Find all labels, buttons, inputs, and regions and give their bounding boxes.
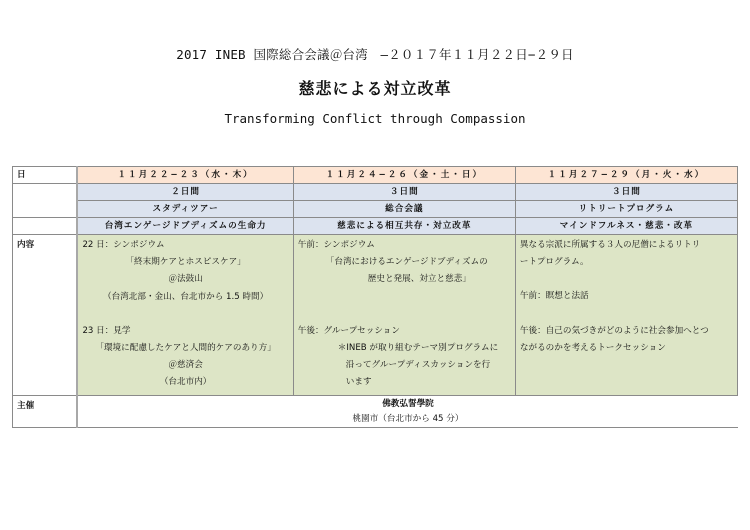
theme-cell-2: 慈悲による相互共存・対立改革 <box>293 218 515 235</box>
duration-cell-2: ３日間 <box>293 184 515 201</box>
row-label-empty-2 <box>13 218 78 235</box>
content-line: （台湾北部・金山、台北市から 1.5 時間） <box>102 291 269 302</box>
content-line: 23 日：見学 <box>82 325 131 336</box>
host-cell <box>77 396 737 428</box>
type-cell-2: 総合会議 <box>293 201 515 218</box>
content-line: 沿ってグループディスカッションを行 <box>345 360 491 371</box>
type-row <box>13 201 738 218</box>
content-line: （台北市内） <box>159 377 212 388</box>
date-cell-1: １１月２２−２３（水・木） <box>77 167 293 184</box>
content-spacer <box>298 306 511 323</box>
content-line: ＠慈済会 <box>168 360 203 371</box>
host-row <box>13 396 738 428</box>
content-line: 歴史と発展、対立と慈悲」 <box>367 274 471 285</box>
content-line: ながるのかを考えるトークセッション <box>519 342 666 353</box>
content-spacer <box>82 306 288 323</box>
content-line: 「環境に配慮したケアと人間的ケアのあり方」 <box>95 343 276 354</box>
row-label-empty <box>13 184 78 218</box>
theme-row <box>13 218 738 235</box>
document-subtitle-english: Transforming Conflict through Compassion <box>224 111 526 126</box>
content-line: 午前：シンポジウム <box>297 240 375 250</box>
duration-row <box>13 184 738 201</box>
content-spacer <box>520 306 733 323</box>
content-line: ＊INEB が取り組むテーマ別プログラムに <box>337 342 499 353</box>
date-row <box>13 167 738 184</box>
content-line: 午後：自己の気づきがどのように社会参加へとつ <box>519 325 709 336</box>
document-header-event: 2017 INEB 国際総合会議＠台湾 —２０１７年１１月２２日−２９日 <box>176 47 574 62</box>
content-row <box>13 235 738 396</box>
content-cell-2 <box>293 235 515 396</box>
date-cell-3: １１月２７−２９（月・火・水） <box>515 167 737 184</box>
content-spacer <box>298 289 511 306</box>
row-label-date: 日 <box>13 167 78 184</box>
row-label-content: 内容 <box>13 235 78 396</box>
content-line: 22 日：シンポジウム <box>82 240 165 250</box>
theme-cell-3: マインドフルネス・慈悲・改革 <box>515 218 737 235</box>
content-line: 「終末期ケアとホスピスケア」 <box>125 257 246 268</box>
date-cell-2: １１月２４−２６（金・土・日） <box>293 167 515 184</box>
schedule-table <box>12 166 738 428</box>
content-cell-3 <box>515 235 737 396</box>
document-title: 慈悲による対立改革 <box>298 79 452 98</box>
content-line: います <box>345 377 372 388</box>
type-cell-1: スタディツアー <box>77 201 293 218</box>
content-line: ＠法鼓山 <box>168 274 203 285</box>
content-spacer <box>520 271 733 288</box>
row-label-host: 主催 <box>13 396 78 428</box>
host-location: 桃園市（台北市から 45 分） <box>352 413 464 424</box>
content-line: 午後：グループセッション <box>297 325 400 336</box>
content-line: ートプログラム。 <box>519 257 589 268</box>
content-line: 「台湾におけるエンゲージドブディズムの <box>325 257 488 268</box>
type-cell-3: リトリートプログラム <box>515 201 737 218</box>
content-cell-1 <box>77 235 293 396</box>
content-line: 異なる宗派に所属する３人の尼僧によるリトリ <box>519 240 701 250</box>
duration-cell-3: ３日間 <box>515 184 737 201</box>
content-line: 午前：瞑想と法話 <box>519 291 589 302</box>
duration-cell-1: ２日間 <box>77 184 293 201</box>
host-name: 佛教弘誓學院 <box>382 398 434 409</box>
theme-cell-1: 台湾エンゲージドブディズムの生命力 <box>77 218 293 235</box>
